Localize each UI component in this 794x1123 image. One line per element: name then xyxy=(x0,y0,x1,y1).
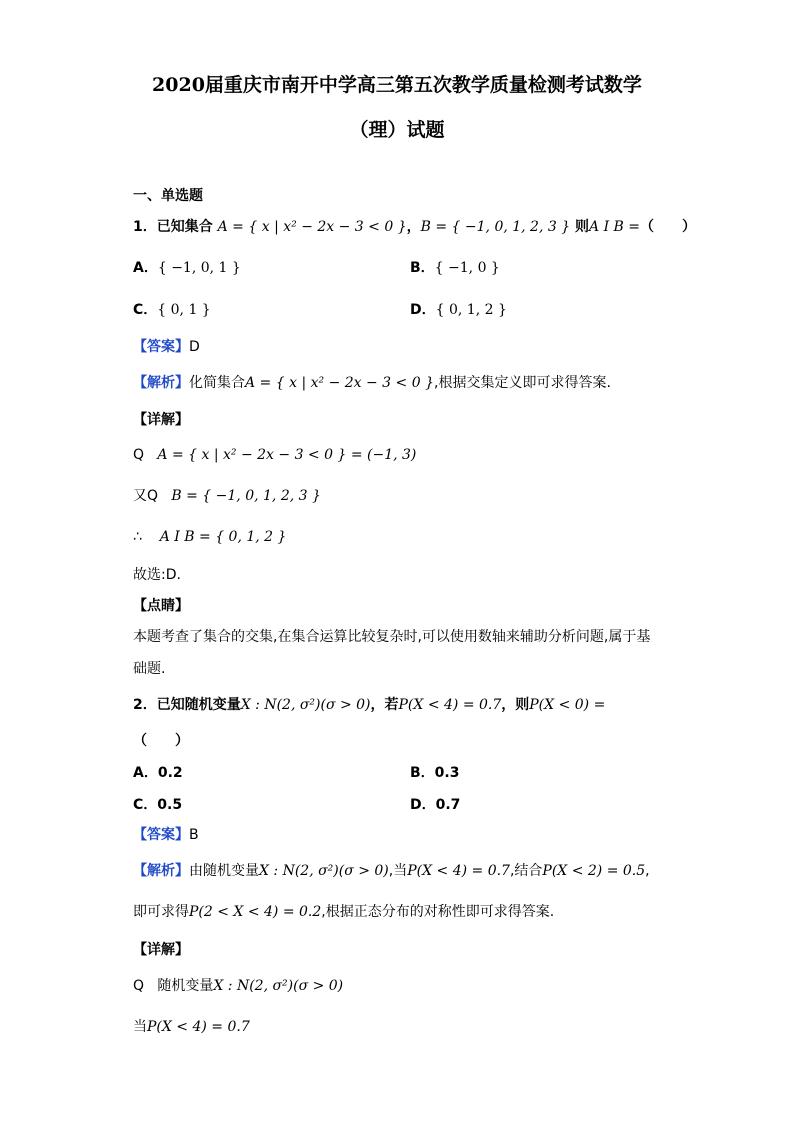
q1-stem-b: 则 xyxy=(575,219,590,235)
q1-detail-line3: ∴ A I B = { 0, 1, 2 } xyxy=(133,529,287,545)
q1-option-d: D．{ 0, 1, 2 } xyxy=(410,302,507,318)
q1-option-b: B．{ −1, 0 } xyxy=(410,260,500,276)
q2-option-a: A．0.2 xyxy=(133,765,183,781)
q1-stem-a: 已知集合 xyxy=(156,219,213,235)
q1-set-b: B = { −1, 0, 1, 2, 3 } xyxy=(420,219,571,235)
q1-answer: 【答案】D xyxy=(133,339,200,355)
q2-detail-heading: 【详解】 xyxy=(133,942,189,958)
q2-option-b: B．0.3 xyxy=(410,765,460,781)
q1-comment-line2: 础题. xyxy=(133,661,166,677)
analysis-tag: 【解析】 xyxy=(133,375,189,391)
q1-conclusion: 故选:D. xyxy=(133,567,181,583)
q2-stem: 2．已知随机变量X : N(2, σ²)(σ > 0)，若P(X < 4) = 0.7，则P(X < 0) = xyxy=(133,697,606,713)
doc-title-line2: （理）试题 xyxy=(349,119,445,141)
doc-title-line1: 2020届重庆市南开中学高三第五次教学质量检测考试数学 xyxy=(152,74,642,96)
q1-option-a: A．{ −1, 0, 1 } xyxy=(133,260,241,276)
q1-number: 1． xyxy=(133,219,157,235)
q2-number: 2． xyxy=(133,697,157,713)
q2-detail-line1: Q 随机变量X : N(2, σ²)(σ > 0) xyxy=(133,978,344,994)
q1-analysis: 【解析】化简集合A = { x | x² − 2x − 3 < 0 },根据交集定义即可求得答案. xyxy=(133,375,611,391)
q1-paren: （ ） xyxy=(640,219,697,235)
q1-expr: A I B = xyxy=(589,219,641,235)
q1-detail-heading: 【详解】 xyxy=(133,412,189,428)
section-heading: 一、单选题 xyxy=(133,188,203,204)
q1-comment-line1: 本题考查了集合的交集,在集合运算比较复杂时,可以使用数轴来辅助分析问题,属于基 xyxy=(133,629,651,645)
q2-option-d: D．0.7 xyxy=(410,797,461,813)
q1-detail-line2: 又Q B = { −1, 0, 1, 2, 3 } xyxy=(133,488,321,504)
q2-analysis-line2: 即可求得P(2 < X < 4) = 0.2,根据正态分布的对称性即可求得答案. xyxy=(133,904,555,920)
q2-analysis-line1: 【解析】由随机变量X : N(2, σ²)(σ > 0),当P(X < 4) = 0.7,结合P(X < 2) = 0.5, xyxy=(133,863,650,879)
q1-detail-line1: Q A = { x | x² − 2x − 3 < 0 } = (−1, 3) xyxy=(133,447,417,463)
q1-option-c: C．{ 0, 1 } xyxy=(133,302,211,318)
q2-answer: 【答案】B xyxy=(133,827,199,843)
q2-detail-line2: 当P(X < 4) = 0.7 xyxy=(133,1019,250,1035)
q1-sep: ， xyxy=(406,219,421,235)
q2-paren: （ ） xyxy=(133,733,189,749)
q1-stem xyxy=(133,217,696,237)
q1-comment-heading: 【点睛】 xyxy=(133,598,189,614)
answer-tag: 【答案】 xyxy=(133,339,189,355)
q2-option-c: C．0.5 xyxy=(133,797,183,813)
q1-set-a: A = { x | x² − 2x − 3 < 0 } xyxy=(217,219,407,235)
